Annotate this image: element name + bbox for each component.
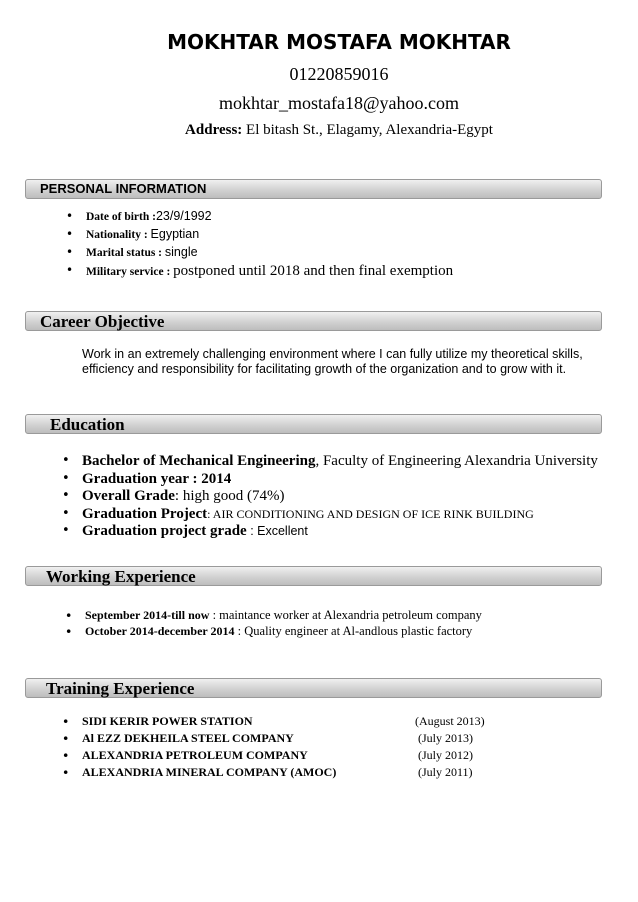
item-value: 23/9/1992 [155,209,212,223]
list-item [66,209,453,227]
item-label: Nationality : [86,229,151,241]
address-label: Address: [185,122,243,138]
item-label: Graduation Project [82,505,208,522]
item-value: : high good (74%) [174,488,285,504]
item-date: (July 2013) [415,731,473,745]
list-item [62,523,598,541]
email-address: mokhtar_mostafa18@yahoo.com [218,93,460,113]
section-title-education: Education [50,415,125,434]
item-label: Graduation project grade [82,523,247,539]
item-value: : Excellent [246,524,308,538]
list-item [62,471,598,489]
item-label: SIDI KERIR POWER STATION [82,714,253,728]
list-item [66,227,453,245]
phone-number: 01220859016 [289,64,389,84]
section-title-objective: Career Objective [40,312,165,331]
item-date: (August 2013) [415,714,485,728]
section-title-personal: PERSONAL INFORMATION [40,181,207,196]
section-title-work: Working Experience [46,567,196,586]
objective-text: Work in an extremely challenging environment where I can fully utilize my theoretical skills, efficiency and responsibility for facilitating growth of the organization and to grow with it. [82,347,583,376]
item-value: postponed until 2018 and then final exemption [173,263,454,279]
section-bar-personal [25,179,602,199]
item-label: ALEXANDRIA MINERAL COMPANY (AMOC) [82,765,337,779]
address-line [40,122,638,139]
section-bar-work [25,566,602,586]
item-value: : maintance worker at Alexandria petroleum company [209,608,482,622]
resume-header [0,30,638,139]
item-label: September 2014-till now [85,608,210,622]
section-bar-training [25,678,602,698]
list-item [62,765,485,782]
candidate-name: MOKHTAR MOSTAFA MOKHTAR [167,30,511,54]
item-label: ALEXANDRIA PETROLEUM COMPANY [82,748,308,762]
education-list [62,453,598,541]
section-bar-objective [25,311,602,331]
item-value: , Faculty of Engineering Alexandria University [315,453,598,469]
item-label: Overall Grade [82,488,175,504]
list-item [62,714,485,731]
section-bar-education [25,414,602,434]
item-label: October 2014-december 2014 [85,624,235,638]
work-list [65,608,482,640]
list-item [65,608,482,624]
list-item [62,488,598,506]
item-label: Date of birth : [86,211,156,223]
list-item [62,506,598,524]
section-title-training: Training Experience [46,679,195,698]
item-label: Marital status : [86,247,165,259]
address-value: El bitash St., Elagamy, Alexandria-Egypt [242,122,493,138]
item-label: Al EZZ DEKHEILA STEEL COMPANY [82,731,294,745]
item-value: Egyptian [150,227,200,241]
list-item [66,263,453,281]
personal-info-list [66,209,453,281]
item-label: Military service : [86,266,174,278]
item-value: : AIR CONDITIONING AND DESIGN OF ICE RINK BUILDING [207,506,534,521]
item-value: single [164,245,198,259]
training-list [62,714,485,782]
list-item [66,245,453,263]
list-item [62,748,485,765]
item-date: (July 2012) [415,748,473,762]
item-date: (July 2011) [415,765,473,779]
item-value: : Quality engineer at Al-andlous plastic factory [234,624,473,638]
list-item [62,731,485,748]
list-item [65,624,482,640]
item-label: Bachelor of Mechanical Engineering [82,453,316,469]
list-item [62,453,598,471]
item-label: Graduation year : 2014 [82,470,232,487]
